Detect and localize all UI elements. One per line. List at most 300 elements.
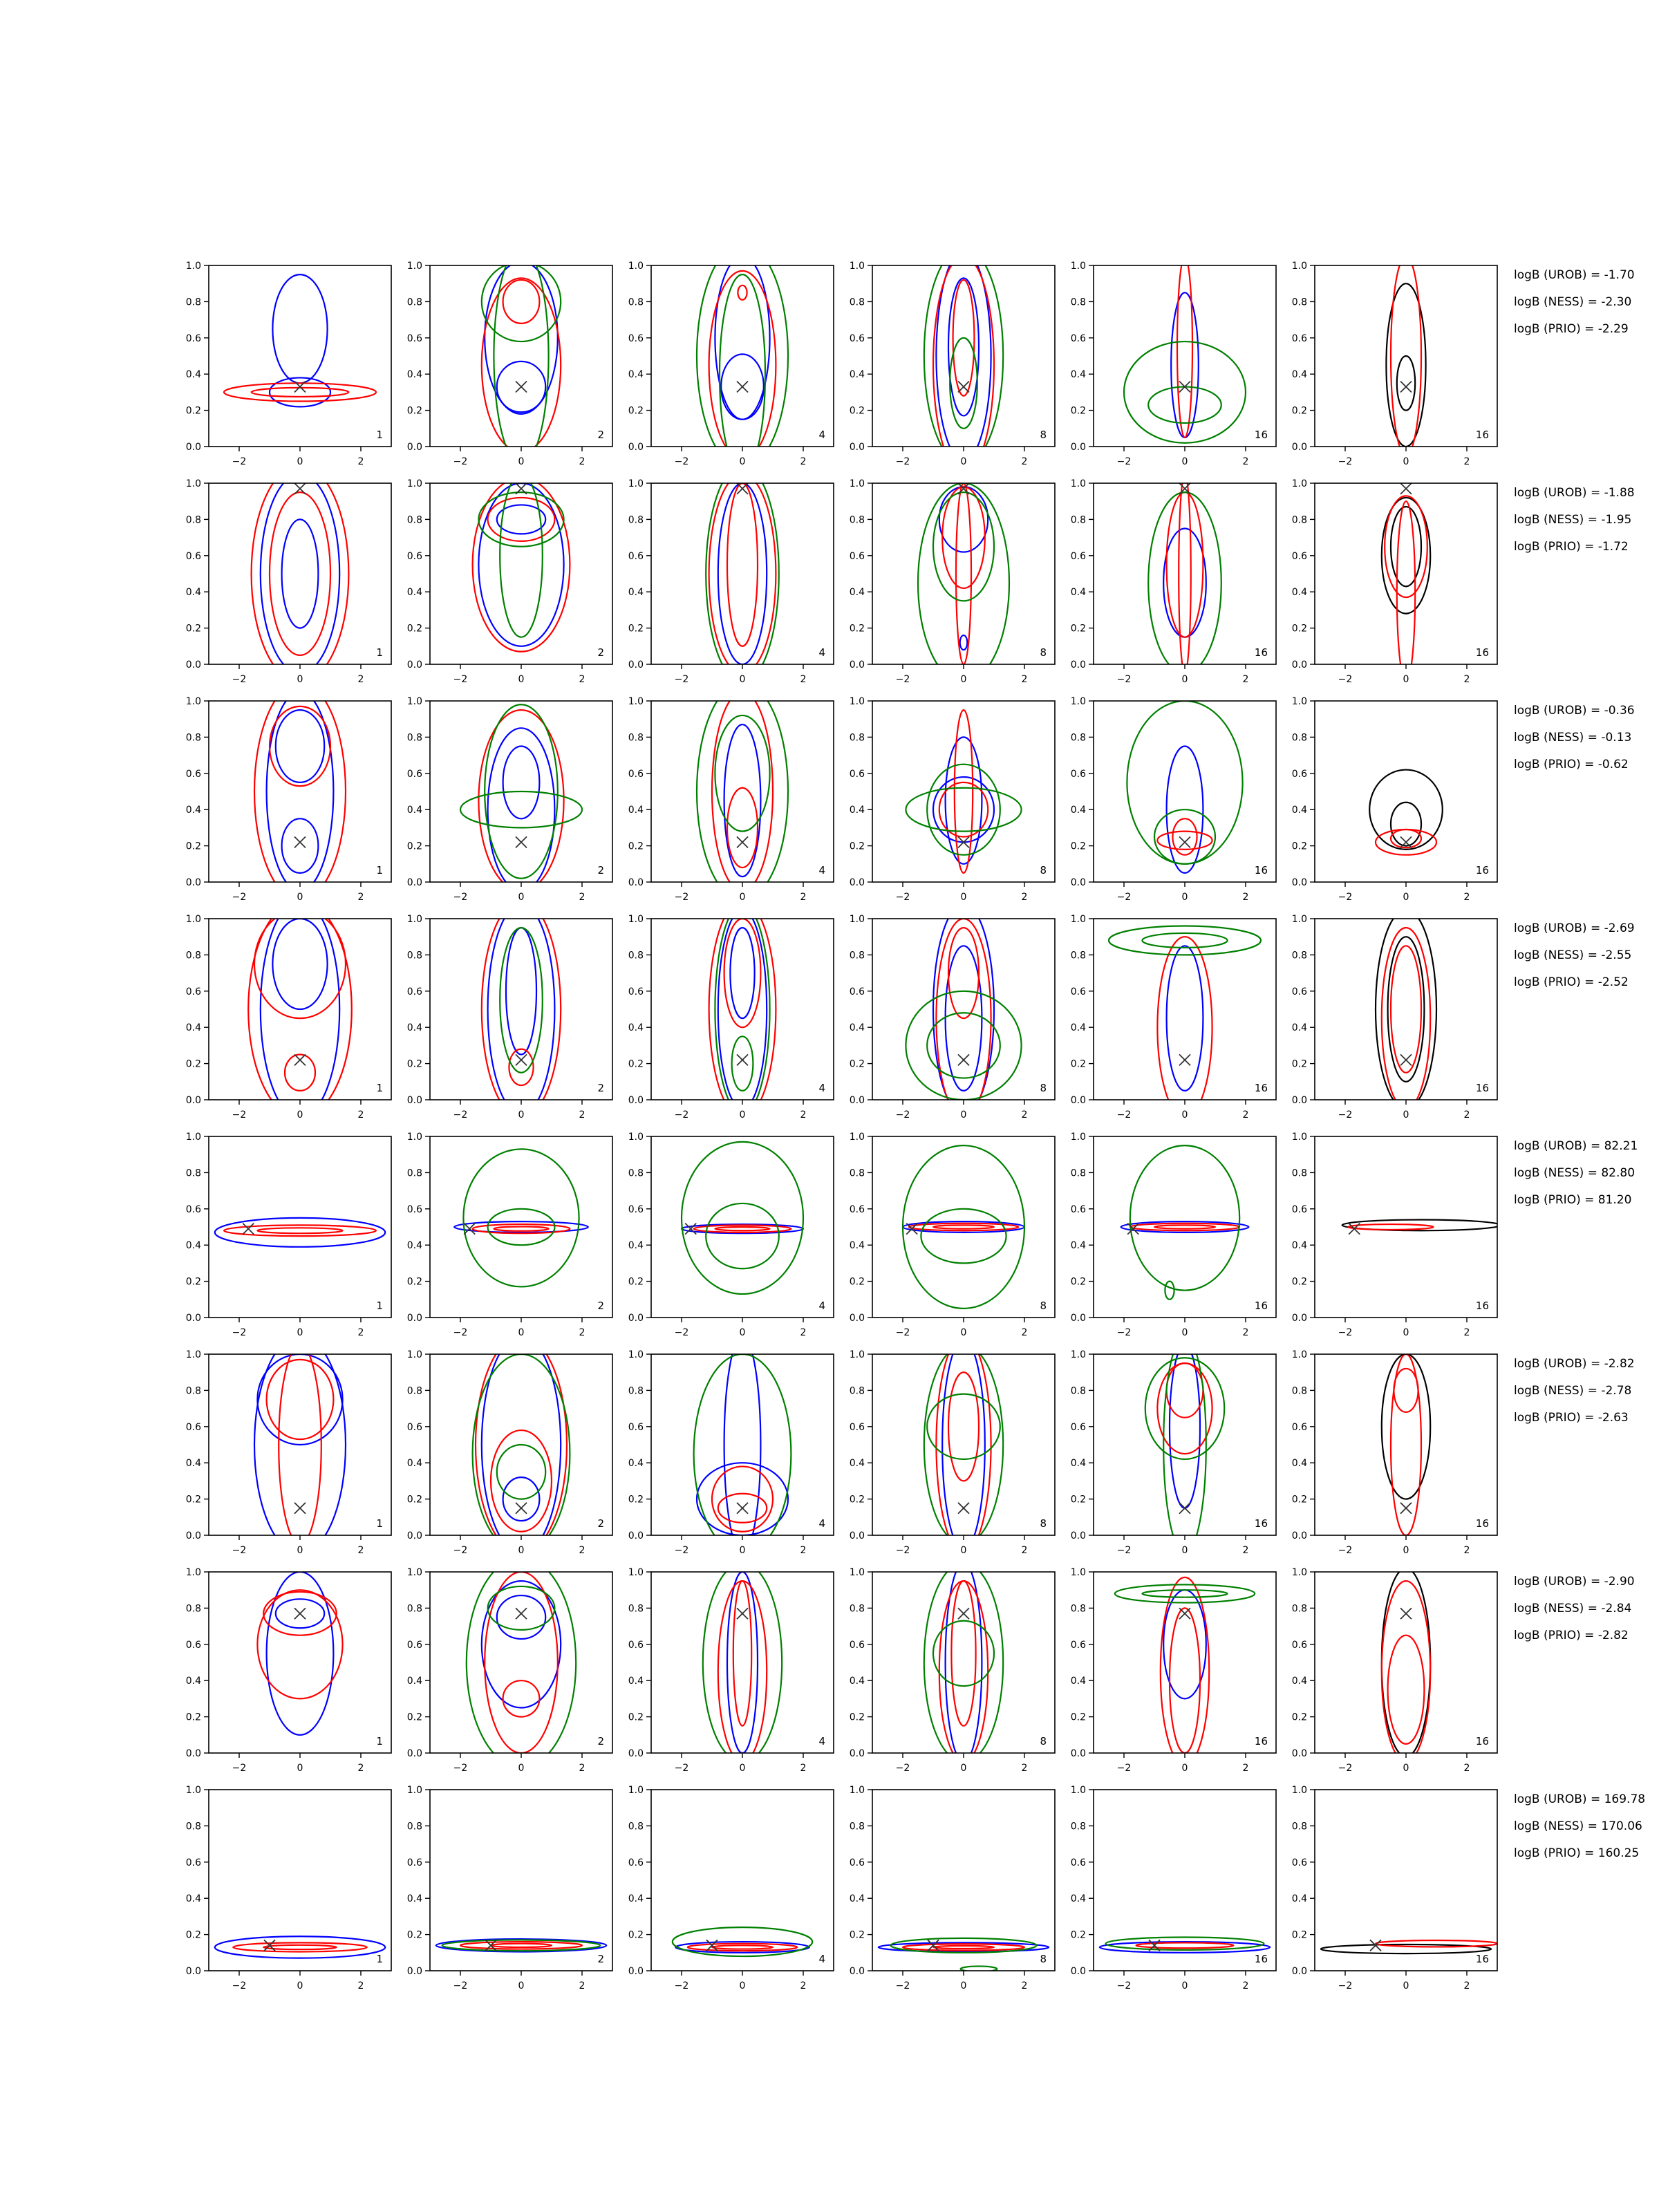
contour-line	[494, 1226, 548, 1230]
y-tick-label: 0.2	[1070, 1276, 1086, 1288]
x-tick-label: −2	[1338, 1763, 1353, 1774]
panel	[1071, 1785, 1276, 1991]
contour-line	[503, 280, 540, 324]
logb-annotation: logB (PRIO) = -2.29	[1514, 322, 1629, 336]
y-tick-label: 0.0	[628, 1095, 644, 1106]
contour-line	[272, 274, 327, 383]
y-tick-label: 0.8	[185, 297, 201, 308]
panel	[186, 261, 391, 467]
contour-line	[1369, 770, 1443, 850]
y-tick-label: 0.4	[849, 369, 865, 381]
x-tick-label: 2	[1242, 1545, 1249, 1556]
contour-group	[254, 1336, 346, 1553]
x-tick-label: −2	[453, 1545, 468, 1556]
x-tick-label: 2	[1021, 892, 1028, 903]
y-tick-label: 0.6	[406, 332, 422, 344]
true-value-marker	[706, 1940, 718, 1951]
y-tick-label: 0.2	[628, 1494, 644, 1506]
y-tick-label: 0.6	[1291, 986, 1307, 997]
x-tick-label: −2	[232, 456, 247, 467]
x-tick-label: 2	[579, 674, 585, 685]
x-tick-label: 2	[1463, 1763, 1470, 1774]
contour-line	[282, 818, 319, 873]
contour-line	[1157, 832, 1212, 850]
contour-line	[1167, 946, 1203, 1091]
panel	[1292, 1349, 1497, 1556]
panel-number-label: 4	[818, 646, 825, 659]
contour-line	[1148, 387, 1221, 423]
contour-line	[939, 487, 988, 552]
y-tick-label: 0.2	[406, 1712, 422, 1723]
contour-line	[1163, 529, 1206, 637]
y-tick-label: 0.0	[628, 877, 644, 888]
x-tick-label: 2	[1463, 1109, 1470, 1121]
contour-group	[879, 1938, 1049, 1971]
y-tick-label: 0.8	[1070, 732, 1086, 744]
panel-number-label: 16	[1254, 1735, 1268, 1747]
axes-frame	[209, 701, 391, 882]
contour-line	[715, 715, 769, 832]
x-tick-label: −2	[232, 1980, 247, 1991]
y-tick-label: 0.2	[628, 405, 644, 417]
y-tick-label: 0.6	[406, 768, 422, 780]
y-tick-label: 0.8	[628, 297, 644, 308]
contour-group	[454, 1149, 588, 1286]
y-tick-label: 0.0	[1070, 877, 1086, 888]
y-tick-label: 0.4	[1070, 1676, 1086, 1687]
y-tick-label: 0.8	[628, 950, 644, 962]
x-tick-label: 2	[800, 1763, 807, 1774]
x-tick-label: 2	[1242, 456, 1249, 467]
x-tick-label: 2	[1242, 674, 1249, 685]
y-tick-label: 0.2	[406, 841, 422, 852]
panel-number-label: 2	[597, 646, 604, 659]
y-tick-label: 0.0	[628, 442, 644, 453]
true-value-marker	[958, 1054, 969, 1065]
y-tick-label: 0.0	[1291, 1313, 1307, 1324]
contour-line	[1154, 809, 1215, 864]
y-tick-label: 0.2	[849, 1058, 865, 1070]
contour-line	[918, 483, 1009, 682]
x-tick-label: −2	[453, 456, 468, 467]
contour-group	[924, 1563, 1003, 1762]
true-value-marker	[294, 1054, 306, 1065]
contour-line	[727, 483, 758, 646]
contour-line	[939, 782, 988, 837]
y-tick-label: 0.4	[1070, 1893, 1086, 1905]
contour-group	[467, 1557, 576, 1768]
true-value-marker	[1400, 1503, 1412, 1514]
y-tick-label: 0.0	[406, 877, 422, 888]
x-tick-label: −2	[1338, 1545, 1353, 1556]
x-tick-label: −2	[1116, 1545, 1132, 1556]
contour-line	[1154, 1225, 1215, 1228]
x-tick-label: −2	[232, 1109, 247, 1121]
x-tick-label: 2	[1021, 1545, 1028, 1556]
y-tick-label: 0.0	[185, 1095, 201, 1106]
x-tick-label: 0	[739, 1980, 746, 1991]
panel	[1292, 1567, 1497, 1774]
contour-line	[933, 1225, 994, 1228]
contour-line	[491, 1944, 552, 1947]
logb-annotation: logB (NESS) = 82.80	[1514, 1166, 1635, 1180]
contour-line	[270, 377, 330, 406]
panel	[628, 1132, 834, 1338]
x-tick-label: −2	[895, 1327, 910, 1338]
x-tick-label: 0	[739, 456, 746, 467]
x-tick-label: −2	[453, 674, 468, 685]
y-tick-label: 0.6	[628, 1421, 644, 1433]
panel-number-label: 4	[818, 1953, 825, 1965]
contour-line	[1161, 1577, 1209, 1765]
y-tick-label: 0.2	[849, 1494, 865, 1506]
true-value-marker	[958, 1503, 969, 1514]
contour-line	[503, 1680, 540, 1716]
x-tick-label: −2	[1116, 1109, 1132, 1121]
y-tick-label: 1.0	[628, 1349, 644, 1360]
x-tick-label: 2	[357, 1763, 364, 1774]
panel-number-label: 1	[376, 429, 383, 441]
y-tick-label: 0.0	[406, 442, 422, 453]
y-tick-label: 0.6	[1291, 1639, 1307, 1651]
x-tick-label: 2	[357, 456, 364, 467]
contour-line	[955, 710, 973, 873]
y-tick-label: 0.8	[1291, 1168, 1307, 1179]
panel	[407, 247, 612, 467]
panel	[186, 1567, 391, 1774]
true-value-marker	[928, 1940, 939, 1951]
y-tick-label: 0.8	[185, 514, 201, 526]
y-tick-label: 0.6	[849, 768, 865, 780]
x-tick-label: 0	[960, 456, 967, 467]
y-tick-label: 0.0	[628, 1748, 644, 1759]
panel	[850, 478, 1055, 685]
x-tick-label: 0	[297, 1545, 303, 1556]
y-tick-label: 0.2	[849, 841, 865, 852]
y-tick-label: 0.6	[849, 550, 865, 562]
contour-line	[503, 747, 540, 819]
contour-group	[682, 1142, 803, 1294]
x-tick-label: 0	[960, 1545, 967, 1556]
x-tick-label: 2	[1021, 1109, 1028, 1121]
y-tick-label: 0.4	[406, 1676, 422, 1687]
true-value-marker	[1179, 1608, 1190, 1619]
y-tick-label: 0.2	[1291, 1276, 1307, 1288]
x-tick-label: 0	[1403, 1980, 1409, 1991]
y-tick-label: 0.4	[1291, 805, 1307, 816]
y-tick-label: 0.4	[185, 805, 201, 816]
y-tick-label: 0.0	[849, 877, 865, 888]
y-tick-label: 0.6	[628, 550, 644, 562]
contour-group	[473, 1336, 570, 1553]
contour-group	[924, 1336, 1003, 1553]
y-tick-label: 0.2	[1070, 841, 1086, 852]
y-tick-label: 1.0	[849, 696, 865, 707]
x-tick-label: 0	[739, 1763, 746, 1774]
contour-line	[1391, 946, 1421, 1072]
x-tick-label: 2	[357, 674, 364, 685]
x-tick-label: 2	[1242, 1109, 1249, 1121]
x-tick-label: 2	[800, 1327, 807, 1338]
contour-group	[1124, 256, 1246, 443]
contour-group	[697, 244, 788, 474]
x-tick-label: 0	[960, 1980, 967, 1991]
x-tick-label: −2	[232, 674, 247, 685]
contour-line	[697, 1463, 788, 1535]
y-tick-label: 0.0	[628, 1530, 644, 1541]
x-tick-label: −2	[895, 456, 910, 467]
x-tick-label: 0	[739, 1545, 746, 1556]
y-tick-label: 0.4	[849, 1893, 865, 1905]
y-tick-label: 0.8	[1291, 732, 1307, 744]
y-tick-label: 0.6	[1291, 1857, 1307, 1868]
panel-number-label: 16	[1254, 1300, 1268, 1312]
y-tick-label: 1.0	[406, 1349, 422, 1360]
y-tick-label: 0.2	[849, 1929, 865, 1941]
y-tick-label: 0.4	[628, 1676, 644, 1687]
panel-number-label: 16	[1254, 646, 1268, 659]
y-tick-label: 1.0	[1291, 696, 1307, 707]
contour-line	[927, 1394, 1000, 1459]
y-tick-label: 0.8	[1070, 297, 1086, 308]
y-tick-label: 0.4	[185, 1458, 201, 1470]
y-tick-label: 0.6	[849, 1639, 865, 1651]
contour-line	[1170, 1345, 1200, 1508]
y-tick-label: 0.8	[628, 514, 644, 526]
y-tick-label: 1.0	[1070, 261, 1086, 272]
logb-annotation: logB (PRIO) = -1.72	[1514, 540, 1629, 554]
contour-line	[254, 910, 346, 1018]
true-value-marker	[1400, 382, 1412, 393]
y-tick-label: 0.4	[628, 587, 644, 599]
y-tick-label: 0.0	[1291, 877, 1307, 888]
y-tick-label: 0.0	[1070, 1530, 1086, 1541]
contour-line	[1388, 1635, 1425, 1744]
panel	[1292, 696, 1497, 903]
y-tick-label: 0.2	[1291, 623, 1307, 635]
y-tick-label: 0.8	[628, 732, 644, 744]
contour-line	[933, 256, 994, 474]
x-tick-label: −2	[1116, 1327, 1132, 1338]
y-tick-label: 0.2	[628, 1058, 644, 1070]
y-tick-label: 0.6	[1070, 768, 1086, 780]
y-tick-label: 1.0	[185, 1349, 201, 1360]
contour-line	[933, 1621, 994, 1686]
contour-group	[918, 483, 1009, 682]
panel-number-label: 8	[1040, 1953, 1047, 1965]
panel	[628, 901, 834, 1121]
y-tick-label: 0.2	[185, 1058, 201, 1070]
x-tick-label: 0	[297, 892, 303, 903]
panel-number-label: 1	[376, 1735, 383, 1747]
y-tick-label: 0.0	[849, 1313, 865, 1324]
contour-line	[257, 1354, 342, 1445]
contour-line	[1397, 356, 1415, 411]
x-tick-label: −2	[674, 1327, 689, 1338]
y-tick-label: 1.0	[849, 914, 865, 925]
y-tick-label: 0.6	[849, 986, 865, 997]
contour-group	[906, 904, 1021, 1118]
panel	[850, 247, 1055, 474]
x-tick-label: 0	[518, 674, 525, 685]
x-tick-label: −2	[674, 1109, 689, 1121]
panel-number-label: 16	[1475, 1735, 1489, 1747]
y-tick-label: 0.2	[1070, 1712, 1086, 1723]
axes-frame	[651, 483, 834, 664]
panel	[1292, 256, 1497, 467]
y-tick-label: 0.8	[1070, 1603, 1086, 1615]
contour-line	[939, 1581, 988, 1762]
panel	[407, 1336, 612, 1556]
x-tick-label: −2	[1338, 1109, 1353, 1121]
y-tick-label: 0.4	[406, 369, 422, 381]
contour-line	[267, 1360, 334, 1439]
panel	[850, 1132, 1055, 1338]
contour-group	[924, 247, 1003, 474]
y-tick-label: 0.6	[1291, 550, 1307, 562]
y-tick-label: 0.0	[185, 1748, 201, 1759]
y-tick-label: 0.8	[1291, 1385, 1307, 1397]
y-tick-label: 0.0	[1070, 1748, 1086, 1759]
logb-annotation: logB (PRIO) = 81.20	[1514, 1193, 1632, 1207]
true-value-marker	[464, 1224, 475, 1235]
x-tick-label: 2	[1463, 892, 1470, 903]
x-tick-label: −2	[1116, 1980, 1132, 1991]
y-tick-label: 1.0	[1291, 1132, 1307, 1143]
panel-number-label: 1	[376, 1082, 383, 1094]
contour-line	[960, 635, 968, 650]
x-tick-label: 0	[518, 1545, 525, 1556]
y-tick-label: 0.4	[185, 1022, 201, 1034]
panel-number-label: 8	[1040, 1082, 1047, 1094]
y-tick-label: 0.4	[1070, 587, 1086, 599]
panel-number-label: 2	[597, 864, 604, 877]
contour-line	[270, 492, 330, 655]
y-tick-label: 0.8	[628, 1603, 644, 1615]
panel	[1292, 910, 1497, 1121]
contour-line	[1165, 1282, 1174, 1300]
true-value-marker	[737, 1054, 748, 1065]
y-tick-label: 0.6	[1070, 1203, 1086, 1215]
panel-number-label: 16	[1475, 429, 1489, 441]
contour-line	[252, 388, 349, 397]
contour-line	[252, 465, 349, 682]
panel	[628, 1785, 834, 1991]
contour-line	[1142, 1590, 1227, 1597]
y-tick-label: 0.8	[849, 732, 865, 744]
y-tick-label: 0.0	[185, 659, 201, 671]
y-tick-label: 0.0	[628, 659, 644, 671]
logb-annotation: logB (NESS) = -0.13	[1514, 731, 1632, 744]
y-tick-label: 0.0	[1291, 1748, 1307, 1759]
y-tick-label: 1.0	[1070, 1785, 1086, 1796]
panel-number-label: 8	[1040, 864, 1047, 877]
contour-line	[682, 1142, 803, 1294]
y-tick-label: 0.0	[849, 1530, 865, 1541]
y-tick-label: 0.6	[628, 768, 644, 780]
contour-line	[921, 1209, 1006, 1264]
y-tick-label: 1.0	[406, 696, 422, 707]
y-tick-label: 0.6	[406, 550, 422, 562]
y-tick-label: 0.6	[1291, 1421, 1307, 1433]
x-tick-label: 2	[1242, 1327, 1249, 1338]
y-tick-label: 1.0	[185, 261, 201, 272]
x-tick-label: −2	[232, 1763, 247, 1774]
contour-group	[254, 683, 346, 900]
y-tick-label: 0.0	[406, 1530, 422, 1541]
x-tick-label: 2	[1463, 456, 1470, 467]
contour-line	[946, 737, 982, 863]
y-tick-label: 0.4	[185, 369, 201, 381]
contour-group	[215, 1936, 385, 1958]
true-value-marker	[958, 1608, 969, 1619]
y-tick-label: 1.0	[1291, 1349, 1307, 1360]
true-value-marker	[516, 382, 527, 393]
y-tick-label: 0.0	[406, 1748, 422, 1759]
y-tick-label: 0.4	[628, 1240, 644, 1252]
panel-number-label: 16	[1475, 1300, 1489, 1312]
x-tick-label: 0	[1181, 1545, 1188, 1556]
y-tick-label: 0.2	[1070, 1929, 1086, 1941]
x-tick-label: −2	[1338, 1980, 1353, 1991]
true-value-marker	[958, 382, 969, 393]
x-tick-label: 0	[1403, 892, 1409, 903]
contour-line	[933, 1946, 994, 1949]
x-tick-label: −2	[895, 892, 910, 903]
contour-line	[1109, 926, 1261, 955]
y-tick-label: 0.8	[406, 1168, 422, 1179]
axes-frame	[1315, 1136, 1497, 1318]
logb-annotation: logB (UROB) = -2.90	[1514, 1575, 1635, 1588]
y-tick-label: 0.8	[849, 1385, 865, 1397]
contour-line	[282, 519, 319, 628]
x-tick-label: 0	[739, 1109, 746, 1121]
y-tick-label: 0.8	[1291, 514, 1307, 526]
y-tick-label: 1.0	[1070, 1567, 1086, 1578]
logb-annotation: logB (UROB) = -2.69	[1514, 921, 1635, 935]
y-tick-label: 0.0	[1291, 1095, 1307, 1106]
contour-line	[261, 474, 339, 673]
x-tick-label: 0	[960, 1763, 967, 1774]
contour-line	[715, 1227, 769, 1230]
contour-line	[906, 788, 1021, 832]
contour-line	[715, 904, 769, 1114]
contour-group	[1148, 474, 1221, 673]
contour-group	[257, 1572, 342, 1735]
y-tick-label: 1.0	[1070, 1349, 1086, 1360]
y-tick-label: 0.6	[406, 986, 422, 997]
y-tick-label: 0.0	[1070, 659, 1086, 671]
axes-frame	[1315, 1572, 1497, 1753]
y-tick-label: 0.0	[849, 1966, 865, 1977]
y-tick-label: 0.2	[1070, 405, 1086, 417]
y-tick-label: 0.2	[406, 1276, 422, 1288]
panel-number-label: 1	[376, 864, 383, 877]
axes-frame	[209, 1790, 391, 1971]
y-tick-label: 1.0	[628, 478, 644, 489]
contour-line	[488, 1586, 555, 1630]
x-tick-label: −2	[895, 1545, 910, 1556]
contour-line	[1130, 1145, 1239, 1291]
contour-group	[482, 247, 561, 465]
y-tick-label: 0.6	[185, 768, 201, 780]
x-tick-label: 0	[739, 1327, 746, 1338]
logb-annotation: logB (NESS) = -2.84	[1514, 1602, 1632, 1615]
y-tick-label: 0.0	[1070, 1313, 1086, 1324]
y-tick-label: 0.6	[849, 1203, 865, 1215]
y-tick-label: 1.0	[185, 914, 201, 925]
y-tick-label: 0.2	[406, 405, 422, 417]
